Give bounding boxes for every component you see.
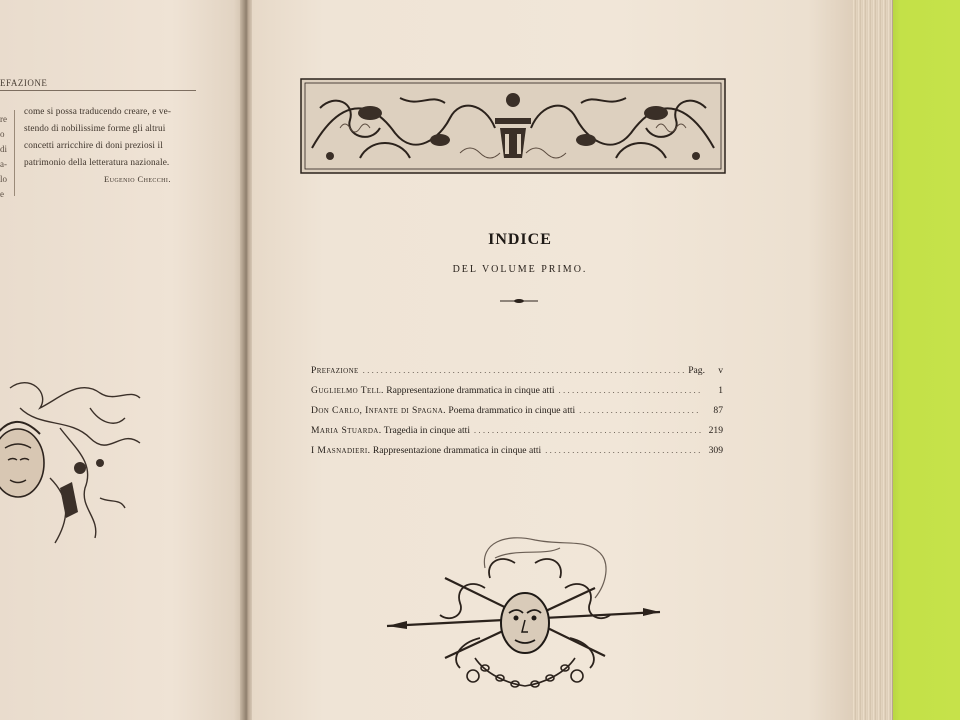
left-page: [0, 0, 246, 720]
text-line: come si possa traducendo creare, e ve-: [24, 107, 172, 117]
toc-entry-maria-stuarda: [311, 425, 723, 445]
toc-title: Don Carlo, Infante di Spagna.: [311, 405, 446, 416]
dot-leader: [579, 406, 701, 415]
toc-entry-text: [311, 385, 555, 396]
dot-leader: [474, 426, 701, 435]
toc-description: Poema drammatico in cinque atti: [448, 405, 576, 416]
toc-title: Guglielmo Tell.: [311, 385, 384, 396]
decorative-rule-icon: [500, 297, 538, 305]
toc-description: Tragedia in cinque atti: [383, 425, 471, 436]
toc-entry-i-masnadieri: [311, 445, 723, 465]
preface-text: [24, 104, 200, 172]
toc-entry-don-carlo: [311, 405, 723, 425]
running-head: EFAZIONE: [0, 78, 48, 88]
dot-leader: [545, 446, 700, 455]
toc-page-prefix: Pag.: [688, 365, 705, 376]
toc-title: Maria Stuarda.: [311, 425, 382, 436]
fragment: re: [0, 114, 7, 124]
dot-leader: [363, 366, 685, 375]
toc-entry-text: [311, 445, 541, 456]
toc-entry-text: [311, 365, 359, 376]
toc-page-number: 309: [708, 445, 723, 456]
dot-leader: [559, 386, 701, 395]
text-line: patrimonio della letteratura nazionale.: [24, 158, 170, 168]
toc-entry-text: [311, 425, 470, 436]
ornamental-headpiece-icon: [300, 78, 726, 174]
toc-page-number: v: [718, 365, 723, 376]
fragment: e: [0, 189, 4, 199]
toc-description: Rappresentazione drammatica in cinque atti: [386, 385, 555, 396]
text-line: stendo di nobilissime forme gli altrui: [24, 124, 166, 134]
column-divider: [14, 110, 15, 196]
medusa-tailpiece-icon: [385, 528, 665, 698]
page-edges: [852, 0, 893, 720]
table-of-contents: [311, 365, 723, 465]
fragment: di: [0, 144, 8, 154]
toc-title: Prefazione: [311, 365, 359, 376]
mask-ornament-icon: [0, 368, 150, 558]
fragment: o: [0, 129, 5, 139]
toc-entry-guglielmo-tell: [311, 385, 723, 405]
fragment: a-: [0, 159, 7, 169]
index-title: INDICE: [488, 231, 552, 248]
toc-page-number: 219: [708, 425, 723, 436]
toc-page-number: 1: [718, 385, 723, 396]
toc-page-number: 87: [713, 405, 723, 416]
author-signature: Eugenio Checchi.: [104, 174, 171, 184]
toc-entry-prefazione: [311, 365, 723, 385]
fragment: lo: [0, 174, 8, 184]
toc-description: Rappresentazione drammatica in cinque atti: [372, 445, 542, 456]
toc-title: I Masnadieri.: [311, 445, 371, 456]
toc-entry-text: [311, 405, 575, 416]
text-line: concetti arricchire di doni preziosi il: [24, 141, 163, 151]
cut-off-column: [0, 112, 12, 202]
index-subtitle: DEL VOLUME PRIMO.: [452, 264, 588, 275]
header-rule: [0, 90, 196, 91]
